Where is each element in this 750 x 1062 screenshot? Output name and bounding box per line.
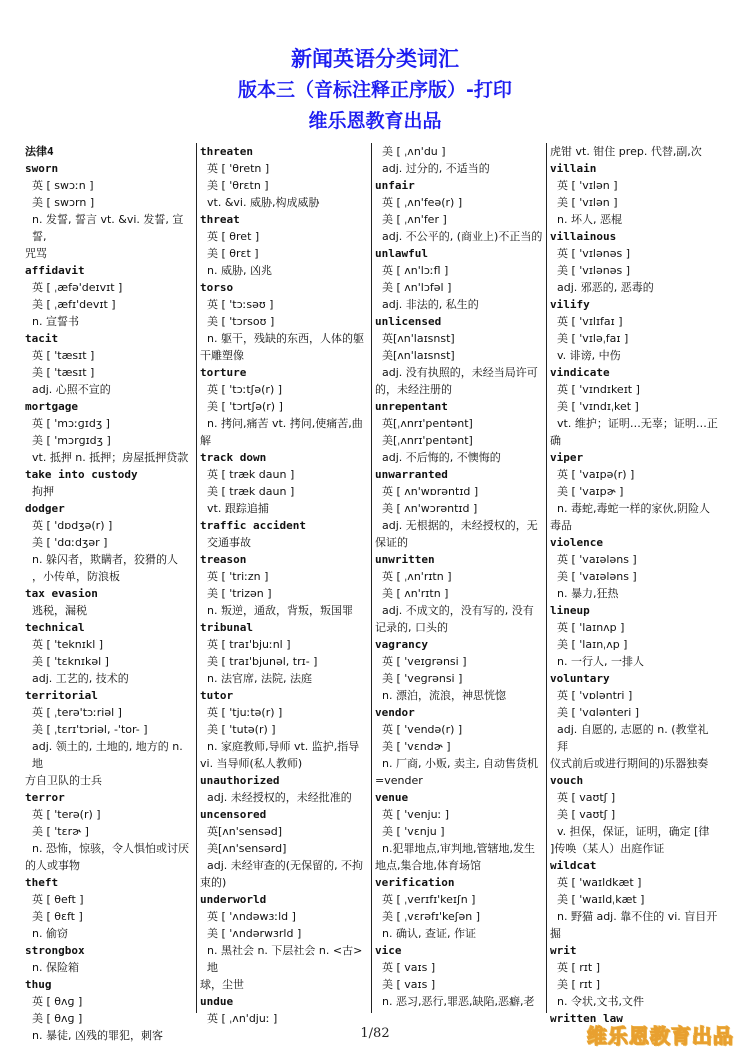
- headword: 法律4: [25, 145, 54, 158]
- column-divider: [371, 143, 372, 1013]
- pronunciation: 英 [ θʌɡ ]: [32, 995, 83, 1008]
- pronunciation: 美 [ ʌn'rɪtn ]: [382, 587, 449, 600]
- definition: v. 诽谤, 中伤: [557, 349, 621, 362]
- headword: venue: [375, 791, 409, 804]
- definition: n. 确认, 查证, 作证: [382, 927, 476, 940]
- definition: n. 恐怖，惊骇，令人惧怕或讨厌: [32, 842, 189, 855]
- definition: adj. 工艺的, 技术的: [32, 672, 129, 685]
- pronunciation: 美 [ 'trizən ]: [207, 587, 272, 600]
- pronunciation: 美 [ 'tɔrtʃə(r) ]: [207, 400, 283, 413]
- vocab-column-2: [200, 143, 369, 1025]
- pronunciation: 英 [ vaʊtʃ ]: [557, 791, 616, 804]
- definition: adj. 过分的, 不适当的: [382, 162, 490, 175]
- pronunciation: 美 [ 'vaɪpɚ ]: [557, 485, 624, 498]
- definition: adj. 未经授权的，未经批准的: [207, 791, 352, 804]
- definition: n. 坏人, 恶棍: [557, 213, 622, 226]
- definition: 交通事故: [207, 536, 251, 549]
- definition-continued: 确: [550, 434, 561, 447]
- headword: viper: [550, 451, 584, 464]
- pronunciation: 英 [ 'laɪnʌp ]: [557, 621, 625, 634]
- definition: n. 令状,文书,文件: [557, 995, 644, 1008]
- pronunciation: 美 [ 'vɪləˌfaɪ ]: [557, 332, 629, 345]
- definition-continued: 的人或事物: [25, 859, 80, 872]
- definition: n. 躯干，残缺的东西，人体的躯: [207, 332, 364, 345]
- pronunciation: 美 [ 'waɪldˌkæt ]: [557, 893, 645, 906]
- headword: vouch: [550, 774, 584, 787]
- pronunciation: 美 [ 'θrɛtn ]: [207, 179, 269, 192]
- headword: affidavit: [25, 264, 85, 277]
- definition: adj. 邪恶的, 恶毒的: [557, 281, 654, 294]
- definition-continued: 虎钳 vt. 钳住 prep. 代替,副,次: [550, 145, 702, 158]
- headword: sworn: [25, 162, 59, 175]
- pronunciation: 美 [ traɪ'bjunəl, trɪ- ]: [207, 655, 318, 668]
- definition: n. 法官席, 法院, 法庭: [207, 672, 312, 685]
- definition-continued: 方自卫队的士兵: [25, 774, 102, 787]
- pronunciation: 美 [ 'veɡrənsi ]: [382, 672, 463, 685]
- pronunciation: 英 [ θeft ]: [32, 893, 84, 906]
- pronunciation: 美 [ ˌvɛrəfɪ'keʃən ]: [382, 910, 481, 923]
- definition: n. 保险箱: [32, 961, 79, 974]
- pronunciation: 美 [ 'vɛnju ]: [382, 825, 445, 838]
- pronunciation: 美[ˌʌnrɪ'pentənt]: [382, 434, 473, 447]
- pronunciation: 英[ˌʌnrɪ'pentənt]: [382, 417, 473, 430]
- pronunciation: 英 [ rɪt ]: [557, 961, 600, 974]
- definition: n. 漂泊，流浪，神思恍惚: [382, 689, 506, 702]
- definition-continued: 束的): [200, 876, 227, 889]
- headword: take into custody: [25, 468, 138, 481]
- headword: written law: [550, 1012, 623, 1025]
- pronunciation: 美 [ 'vaɪələns ]: [557, 570, 637, 583]
- headword: unfair: [375, 179, 415, 192]
- definition: n. 威胁, 凶兆: [207, 264, 272, 277]
- definition: n. 暴力,狂热: [557, 587, 619, 600]
- pronunciation: 美 [ 'vɪlən ]: [557, 196, 618, 209]
- pronunciation: 美 [ ʌn'wɔrəntɪd ]: [382, 502, 478, 515]
- vocab-column-1: [25, 143, 194, 1042]
- headword: unwritten: [375, 553, 435, 566]
- pronunciation: 美 [ 'vɪndɪˌket ]: [557, 400, 639, 413]
- definition-continued: =vender: [375, 774, 423, 787]
- pronunciation: 美 [ θʌɡ ]: [32, 1012, 83, 1025]
- definition-continued: 保证的: [375, 536, 408, 549]
- headword: tacit: [25, 332, 59, 345]
- pronunciation: 美 [ vaɪs ]: [382, 978, 436, 991]
- pronunciation: 美 [ rɪt ]: [557, 978, 600, 991]
- pronunciation: 英 [ 'waɪldkæt ]: [557, 876, 642, 889]
- headword: terror: [25, 791, 65, 804]
- pronunciation: 英 [ 'tjuːtə(r) ]: [207, 706, 283, 719]
- definition: 逃税，漏税: [32, 604, 87, 617]
- document-header: [0, 44, 750, 137]
- pronunciation: 美 [ 'ʌndərwɜrld ]: [207, 927, 302, 940]
- pronunciation: 美 [ ʌn'lɔfəl ]: [382, 281, 452, 294]
- headword: villainous: [550, 230, 617, 243]
- pronunciation: 英 [ 'vendə(r) ]: [382, 723, 463, 736]
- pronunciation: 美 [ 'tutə(r) ]: [207, 723, 276, 736]
- pronunciation: 英 [ ˌʌn'djuː ]: [207, 1012, 278, 1025]
- definition: n. 躲闪者，欺瞒者，狡猾的人: [32, 553, 178, 566]
- definition: adj. 自愿的, 志愿的 n. (教堂礼拜: [557, 723, 709, 753]
- pronunciation: 英 [ 'veɪɡrənsi ]: [382, 655, 467, 668]
- pronunciation: 英 [ θret ]: [207, 230, 260, 243]
- pronunciation: 英 [ ʌn'wɒrəntɪd ]: [382, 485, 479, 498]
- pronunciation: 美 [ ˌʌn'du ]: [382, 145, 446, 158]
- headword: dodger: [25, 502, 65, 515]
- pronunciation: 英 [ traɪ'bjuːnl ]: [207, 638, 291, 651]
- pronunciation: 英 [ 'teknɪkl ]: [32, 638, 104, 651]
- document-title: 新闻英语分类词汇: [291, 47, 459, 71]
- definition-continued: vi. 当导师(私人教师): [200, 757, 303, 770]
- pronunciation: 美 [ 'laɪnˌʌp ]: [557, 638, 628, 651]
- headword: unwarranted: [375, 468, 448, 481]
- headword: lineup: [550, 604, 590, 617]
- pronunciation: 英 [ 'vɪlənəs ]: [557, 247, 630, 260]
- definition: 拘押: [32, 485, 54, 498]
- definition: adj. 领土的, 土地的, 地方的 n. 地: [32, 740, 187, 770]
- headword: vagrancy: [375, 638, 428, 651]
- headword: underworld: [200, 893, 267, 906]
- definition: n. 发誓, 誓言 vt. &vi. 发誓, 宣誓,: [32, 213, 184, 243]
- headword: torture: [200, 366, 247, 379]
- headword: territorial: [25, 689, 98, 702]
- headword: mortgage: [25, 400, 78, 413]
- pronunciation: 英 [ ˌæfə'deɪvɪt ]: [32, 281, 123, 294]
- column-divider: [196, 143, 197, 1013]
- pronunciation: 英 [ 'vɒləntri ]: [557, 689, 633, 702]
- headword: threat: [200, 213, 240, 226]
- pronunciation: 英 [ 'triːzn ]: [207, 570, 269, 583]
- definition: n. 家庭教师,导师 vt. 监护,指导: [207, 740, 360, 753]
- headword: technical: [25, 621, 85, 634]
- pronunciation: 英 [ vaɪs ]: [382, 961, 436, 974]
- definition: n.犯罪地点,审判地,管辖地,发生: [382, 842, 535, 855]
- headword: verification: [375, 876, 455, 889]
- definition: n. 叛逆，通敌，背叛，叛国罪: [207, 604, 353, 617]
- definition: v. 担保，保证，证明，确定 [律: [557, 825, 710, 838]
- pronunciation: 英 [ ˌʌn'rɪtn ]: [382, 570, 452, 583]
- pronunciation: 美 [ 'vɪlənəs ]: [557, 264, 630, 277]
- definition: n. 厂商, 小贩, 卖主, 自动售货机: [382, 757, 538, 770]
- headword: unlicensed: [375, 315, 442, 328]
- headword: tax evasion: [25, 587, 98, 600]
- headword: tutor: [200, 689, 234, 702]
- definition-continued: 解: [200, 434, 211, 447]
- pronunciation: 美[ʌn'laɪsnst]: [382, 349, 455, 362]
- pronunciation: 美 [ θɛft ]: [32, 910, 83, 923]
- pronunciation: 英 [ 'terə(r) ]: [32, 808, 101, 821]
- definition: adj. 非法的, 私生的: [382, 298, 479, 311]
- definition-continued: 记录的, 口头的: [375, 621, 448, 634]
- pronunciation: 美 [ 'tɔrsoʊ ]: [207, 315, 275, 328]
- headword: strongbox: [25, 944, 85, 957]
- headword: torso: [200, 281, 234, 294]
- page-number: 1/82: [360, 1026, 390, 1041]
- pronunciation: 美 [ ˌæfɪ'devɪt ]: [32, 298, 116, 311]
- pronunciation: 美[ʌn'sensərd]: [207, 842, 287, 855]
- definition: adj. 心照不宣的: [32, 383, 111, 396]
- headword: wildcat: [550, 859, 597, 872]
- document-subtitle: 版本三（音标注释正序版）-打印: [238, 79, 512, 101]
- definition-continued: 掘: [550, 927, 561, 940]
- column-divider: [546, 143, 547, 1013]
- pronunciation: 美 [ 'vɛndɚ ]: [382, 740, 451, 753]
- headword: tribunal: [200, 621, 253, 634]
- pronunciation: 英 [ 'vaɪpə(r) ]: [557, 468, 635, 481]
- definition-continued: 的，未经注册的: [375, 383, 452, 396]
- pronunciation: 美 [ 'mɔrɡɪdʒ ]: [32, 434, 111, 447]
- headword: threaten: [200, 145, 253, 158]
- document-publisher: 维乐恩教育出品: [308, 110, 442, 132]
- headword: track down: [200, 451, 267, 464]
- definition: n. 暴徒, 凶残的罪犯，刺客: [32, 1029, 163, 1042]
- definition: adj. 不公平的, (商业上)不正当的: [382, 230, 543, 243]
- definition: vt. 维护；证明…无辜；证明…正: [557, 417, 718, 430]
- headword: writ: [550, 944, 577, 957]
- headword: vilify: [550, 298, 590, 311]
- definition: n. 黑社会 n. 下层社会 n. <古> 地: [207, 944, 366, 974]
- headword: vindicate: [550, 366, 610, 379]
- headword: vendor: [375, 706, 415, 719]
- pronunciation: 英 [ 'venjuː ]: [382, 808, 450, 821]
- headword: uncensored: [200, 808, 267, 821]
- pronunciation: 英 [ ˌterə'tɔːriəl ]: [32, 706, 122, 719]
- definition: n. 毒蛇,毒蛇一样的家伙,阴险人: [557, 502, 710, 515]
- definition: vt. &vi. 威胁,构成威胁: [207, 196, 320, 209]
- pronunciation: 英 [ 'tɔːtʃə(r) ]: [207, 383, 283, 396]
- pronunciation: 美 [ 'vɑlənteri ]: [557, 706, 640, 719]
- vocab-column-4: [550, 143, 718, 1025]
- watermark-logo: 维乐恩教育出品: [587, 1024, 734, 1048]
- pronunciation: 美 [ 'dɑːdʒər ]: [32, 536, 108, 549]
- pronunciation: 美 [ ˌʌn'fer ]: [382, 213, 447, 226]
- headword: unrepentant: [375, 400, 448, 413]
- definition: n. 拷问,痛苦 vt. 拷问,使痛苦,曲: [207, 417, 363, 430]
- headword: theft: [25, 876, 59, 889]
- headword: unlawful: [375, 247, 428, 260]
- headword: traffic accident: [200, 519, 306, 532]
- pronunciation: 英 [ ˌverɪfɪ'keɪʃn ]: [382, 893, 476, 906]
- definition: n. 野猫 adj. 靠不住的 vi. 盲目开: [557, 910, 718, 923]
- pronunciation: 英 [ træk daun ]: [207, 468, 295, 481]
- headword: treason: [200, 553, 247, 566]
- pronunciation: 英 [ 'vɪlən ]: [557, 179, 618, 192]
- pronunciation: 美 [ ˌtɛrɪ'tɔriəl, -'tor- ]: [32, 723, 148, 736]
- pronunciation: 英 [ 'tæsɪt ]: [32, 349, 95, 362]
- pronunciation: 英[ʌn'sensəd]: [207, 825, 283, 838]
- headword: voluntary: [550, 672, 610, 685]
- pronunciation: 美 [ træk daun ]: [207, 485, 295, 498]
- definition: n. 偷窃: [32, 927, 68, 940]
- definition-continued: 咒骂: [25, 247, 47, 260]
- headword: unauthorized: [200, 774, 280, 787]
- pronunciation: 英 [ 'tɔːsəʊ ]: [207, 298, 274, 311]
- headword: violence: [550, 536, 603, 549]
- definition-continued: 毒品: [550, 519, 572, 532]
- headword: vice: [375, 944, 402, 957]
- pronunciation: 英 [ ʌn'lɔːfl ]: [382, 264, 449, 277]
- definition-continued: 干雕塑像: [200, 349, 244, 362]
- definition: ，小传单，防浪板: [32, 570, 120, 583]
- pronunciation: 美 [ 'tæsɪt ]: [32, 366, 95, 379]
- definition-continued: 球，尘世: [200, 978, 244, 991]
- pronunciation: 美 [ swɔrn ]: [32, 196, 95, 209]
- pronunciation: 美 [ 'tɛknɪkəl ]: [32, 655, 109, 668]
- pronunciation: 英[ʌn'laɪsnst]: [382, 332, 455, 345]
- definition: adj. 不后悔的, 不懊悔的: [382, 451, 501, 464]
- pronunciation: 英 [ 'θretn ]: [207, 162, 270, 175]
- definition: vt. 抵押 n. 抵押；房屋抵押贷款: [32, 451, 189, 464]
- pronunciation: 美 [ 'tɛrɚ ]: [32, 825, 89, 838]
- pronunciation: 英 [ swɔːn ]: [32, 179, 94, 192]
- definition: adj. 未经审查的(无保留的, 不拘: [207, 859, 364, 872]
- definition: n. 宣誓书: [32, 315, 79, 328]
- headword: thug: [25, 978, 52, 991]
- pronunciation: 英 [ 'vɪndɪkeɪt ]: [557, 383, 640, 396]
- definition: adj. 没有执照的，未经当局许可: [382, 366, 538, 379]
- pronunciation: 英 [ 'vaɪələns ]: [557, 553, 637, 566]
- definition-continued: 仪式前后或进行期间的)乐器独奏: [550, 757, 709, 770]
- definition: vt. 跟踪追捕: [207, 502, 269, 515]
- headword: villain: [550, 162, 597, 175]
- definition: n. 恶习,恶行,罪恶,缺陷,恶癖,老: [382, 995, 535, 1008]
- pronunciation: 英 [ 'mɔːɡɪdʒ ]: [32, 417, 110, 430]
- headword: undue: [200, 995, 234, 1008]
- pronunciation: 英 [ 'vɪlɪfaɪ ]: [557, 315, 623, 328]
- pronunciation: 美 [ vaʊtʃ ]: [557, 808, 616, 821]
- definition-continued: ]传唤（某人）出庭作证: [550, 842, 665, 855]
- vocab-column-3: [375, 143, 543, 1013]
- pronunciation: 英 [ 'ʌndəwɜːld ]: [207, 910, 296, 923]
- definition: adj. 无根据的，未经授权的，无: [382, 519, 538, 532]
- pronunciation: 英 [ 'dɒdʒə(r) ]: [32, 519, 113, 532]
- pronunciation: 英 [ ˌʌn'feə(r) ]: [382, 196, 463, 209]
- definition-continued: 地点,集合地,体育场馆: [375, 859, 481, 872]
- pronunciation: 美 [ θrɛt ]: [207, 247, 259, 260]
- definition: n. 一行人, 一排人: [557, 655, 644, 668]
- definition: adj. 不成文的，没有写的, 没有: [382, 604, 534, 617]
